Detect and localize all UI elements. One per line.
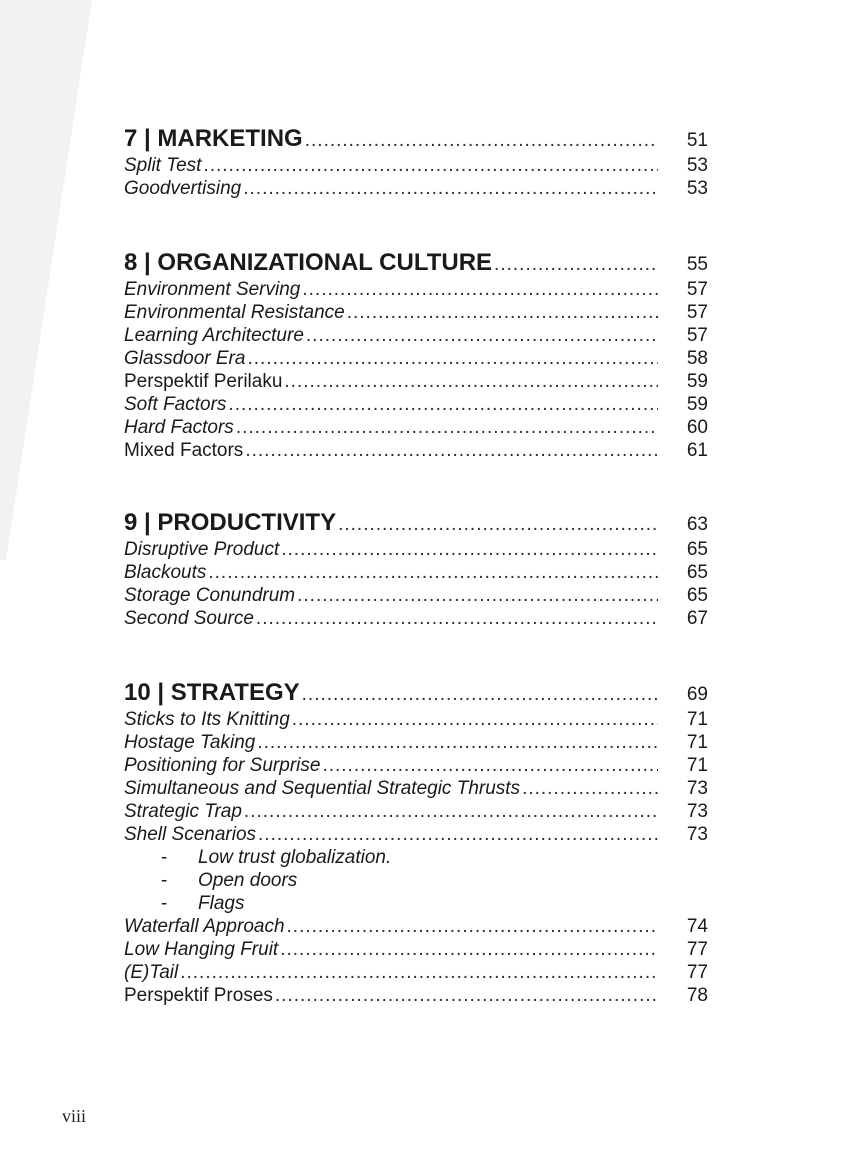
entry-title: Disruptive Product: [124, 539, 280, 560]
page-number: 57: [686, 302, 708, 323]
page-number: 78: [686, 985, 708, 1006]
section-heading[interactable]: [124, 124, 708, 154]
toc-entry[interactable]: [124, 370, 708, 393]
entry-title: Waterfall Approach: [124, 916, 285, 937]
toc-entry[interactable]: [124, 154, 708, 177]
page-number: 57: [686, 325, 708, 346]
page-number: 65: [686, 562, 708, 583]
page-number: 77: [686, 939, 708, 960]
dot-leader: [256, 607, 658, 630]
toc-entry[interactable]: [124, 561, 708, 584]
dot-leader: [338, 510, 658, 540]
dot-leader: [247, 347, 658, 370]
page-number: 65: [686, 585, 708, 606]
dot-leader: [257, 731, 658, 754]
dot-leader: [297, 584, 658, 607]
toc-entry[interactable]: [124, 984, 708, 1007]
dot-leader: [243, 177, 658, 200]
section-heading-title: 10 | STRATEGY: [124, 679, 300, 706]
page-number: 61: [686, 440, 708, 461]
page-number: 51: [686, 130, 708, 151]
toc-entry[interactable]: [124, 823, 708, 846]
entry-title: Hostage Taking: [124, 732, 256, 753]
section-heading-title: 7 | MARKETING: [124, 125, 303, 152]
dot-leader: [280, 938, 658, 961]
dot-leader: [522, 777, 658, 800]
page-number: 77: [686, 962, 708, 983]
toc-subitem: [124, 869, 708, 892]
dot-leader: [281, 538, 658, 561]
toc-entry[interactable]: [124, 607, 708, 630]
toc-entry[interactable]: [124, 708, 708, 731]
toc-entry[interactable]: [124, 800, 708, 823]
toc-entry[interactable]: [124, 584, 708, 607]
page-edge-shade: [0, 0, 100, 560]
entry-title: (E)Tail: [124, 962, 179, 983]
dot-leader: [203, 154, 658, 177]
dot-leader: [494, 250, 658, 280]
dot-leader: [284, 370, 658, 393]
toc-entry[interactable]: [124, 439, 708, 462]
entry-title: Low Hanging Fruit: [124, 939, 279, 960]
subitem-text: Flags: [198, 893, 245, 914]
page-number: 74: [686, 916, 708, 937]
toc-entry[interactable]: [124, 938, 708, 961]
entry-title: Perspektif Perilaku: [124, 371, 283, 392]
page-number: 63: [686, 514, 708, 535]
dot-leader: [245, 439, 658, 462]
page-number: 71: [686, 755, 708, 776]
page-folio: viii: [62, 1106, 87, 1126]
subitem-text: Open doors: [198, 870, 298, 891]
toc-section-strategy: [124, 678, 708, 1007]
dash-bullet: -: [161, 870, 168, 891]
subitem-text: Low trust globalization.: [198, 847, 392, 868]
page-number: 65: [686, 539, 708, 560]
page-number: 73: [686, 778, 708, 799]
entry-title: Second Source: [124, 608, 254, 629]
page-number: 71: [686, 709, 708, 730]
section-heading-title: 8 | ORGANIZATIONAL CULTURE: [124, 249, 493, 276]
entry-title: Learning Architecture: [124, 325, 304, 346]
dash-bullet: -: [161, 893, 168, 914]
dot-leader: [228, 393, 658, 416]
toc-subitem: [124, 846, 708, 869]
page-number: 59: [686, 371, 708, 392]
toc-entry[interactable]: [124, 324, 708, 347]
toc-entry[interactable]: [124, 731, 708, 754]
page-number: 73: [686, 801, 708, 822]
entry-title: Mixed Factors: [124, 440, 244, 461]
toc-section-organizational-culture: [124, 248, 708, 462]
page-number: 53: [686, 178, 708, 199]
toc-entry[interactable]: [124, 915, 708, 938]
page-number: 73: [686, 824, 708, 845]
dot-leader: [287, 915, 658, 938]
toc-entry[interactable]: [124, 278, 708, 301]
entry-title: Perspektif Proses: [124, 985, 273, 1006]
section-heading-title: 9 | PRODUCTIVITY: [124, 509, 337, 536]
entry-title: Blackouts: [124, 562, 207, 583]
section-heading[interactable]: [124, 508, 708, 538]
page-number: 67: [686, 608, 708, 629]
dot-leader: [180, 961, 658, 984]
entry-title: Goodvertising: [124, 178, 242, 199]
toc-entry[interactable]: [124, 538, 708, 561]
toc-entry[interactable]: [124, 177, 708, 200]
page-number: 55: [686, 254, 708, 275]
section-heading[interactable]: [124, 248, 708, 278]
page-number: 60: [686, 417, 708, 438]
page-number: 59: [686, 394, 708, 415]
toc-subitem: [124, 892, 708, 915]
toc-entry[interactable]: [124, 754, 708, 777]
entry-title: Sticks to Its Knitting: [124, 709, 290, 730]
entry-title: Split Test: [124, 155, 202, 176]
dot-leader: [244, 800, 658, 823]
dot-leader: [208, 561, 658, 584]
entry-title: Simultaneous and Sequential Strategic Thrusts: [124, 778, 521, 799]
page-number: 57: [686, 279, 708, 300]
entry-title: Positioning for Surprise: [124, 755, 321, 776]
entry-title: Glassdoor Era: [124, 348, 246, 369]
dot-leader: [302, 680, 658, 710]
entry-title: Strategic Trap: [124, 801, 242, 822]
toc-entry[interactable]: [124, 416, 708, 439]
entry-title: Shell Scenarios: [124, 824, 257, 845]
page-number: 71: [686, 732, 708, 753]
dot-leader: [275, 984, 658, 1007]
dot-leader: [305, 126, 658, 156]
page-number: 53: [686, 155, 708, 176]
section-heading[interactable]: [124, 678, 708, 708]
entry-title: Soft Factors: [124, 394, 227, 415]
toc-section-productivity: [124, 508, 708, 630]
entry-title: Hard Factors: [124, 417, 234, 438]
toc-entry[interactable]: [124, 777, 708, 800]
dot-leader: [292, 708, 658, 731]
toc-entry[interactable]: [124, 393, 708, 416]
entry-title: Environment Serving: [124, 279, 301, 300]
dash-bullet: -: [161, 847, 168, 868]
toc-entry[interactable]: [124, 347, 708, 370]
dot-leader: [322, 754, 658, 777]
entry-title: Environmental Resistance: [124, 302, 345, 323]
toc-entry[interactable]: [124, 301, 708, 324]
toc-entry[interactable]: [124, 961, 708, 984]
dot-leader: [306, 324, 658, 347]
page-number: 69: [686, 684, 708, 705]
dot-leader: [302, 278, 658, 301]
dot-leader: [347, 301, 658, 324]
dot-leader: [236, 416, 658, 439]
dot-leader: [258, 823, 658, 846]
entry-title: Storage Conundrum: [124, 585, 296, 606]
toc-section-marketing: [124, 124, 708, 200]
page-number: 58: [686, 348, 708, 369]
